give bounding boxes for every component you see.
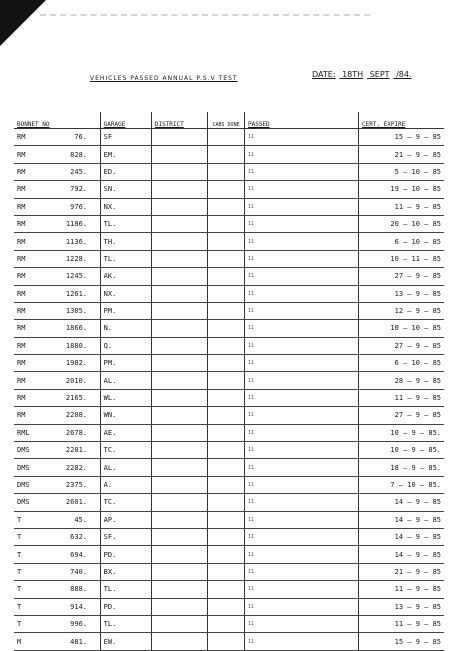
cert-expire-cell: 10 — 11 — 85 xyxy=(358,250,444,267)
table-row xyxy=(14,355,444,372)
table-row xyxy=(14,320,444,337)
district-cell xyxy=(151,389,207,406)
bonnet-cell xyxy=(14,320,100,337)
garage-cell: BX. xyxy=(100,563,151,580)
passed-cell: 11 xyxy=(245,442,359,459)
header-cabs-done: CABS DONE xyxy=(208,112,245,129)
cert-expire-cell: 11 — 9 — 85 xyxy=(358,198,444,215)
cabs-done-cell xyxy=(208,581,245,598)
garage-cell: EW. xyxy=(100,633,151,650)
document-title: VEHICLES PASSED ANNUAL P.S.V TEST xyxy=(90,75,238,82)
table-row xyxy=(14,129,444,146)
cabs-done-cell xyxy=(208,285,245,302)
district-cell xyxy=(151,146,207,163)
bonnet-number: 1228. xyxy=(65,254,87,263)
bonnet-cell xyxy=(14,546,100,563)
bonnet-number: 45. xyxy=(74,515,87,524)
bonnet-number: 1186. xyxy=(65,220,87,229)
passed-cell: 11 xyxy=(245,129,359,146)
district-cell xyxy=(151,337,207,354)
table-row xyxy=(14,615,444,632)
district-cell xyxy=(151,320,207,337)
cert-expire-cell: 5 — 10 — 85 xyxy=(358,163,444,180)
vehicle-type: RM xyxy=(17,150,26,159)
passed-cell: 11 xyxy=(245,494,359,511)
district-cell xyxy=(151,233,207,250)
district-cell xyxy=(151,268,207,285)
bonnet-number: 1880. xyxy=(65,341,87,350)
table-row xyxy=(14,163,444,180)
bonnet-number: 694. xyxy=(70,550,87,559)
vehicle-type: T xyxy=(17,620,22,629)
passed-cell: 11 xyxy=(245,320,359,337)
garage-cell: WN. xyxy=(100,407,151,424)
district-cell xyxy=(151,215,207,232)
bonnet-number: 2208. xyxy=(65,411,87,420)
bonnet-number: 2678. xyxy=(65,428,87,437)
passed-cell: 11 xyxy=(245,302,359,319)
bonnet-cell xyxy=(14,442,100,459)
garage-cell: SF xyxy=(100,129,151,146)
bonnet-cell xyxy=(14,476,100,493)
cert-expire-cell: 10 — 10 — 85 xyxy=(358,320,444,337)
bonnet-number: 828. xyxy=(70,150,87,159)
cert-expire-cell: 15 — 9 — 85 xyxy=(358,633,444,650)
district-cell xyxy=(151,546,207,563)
garage-cell: Q. xyxy=(100,337,151,354)
bonnet-number: 76. xyxy=(74,133,87,142)
table-row xyxy=(14,598,444,615)
cabs-done-cell xyxy=(208,424,245,441)
vehicle-type: T xyxy=(17,602,22,611)
cabs-done-cell xyxy=(208,146,245,163)
bonnet-cell xyxy=(14,233,100,250)
bonnet-cell xyxy=(14,302,100,319)
table-row xyxy=(14,494,444,511)
garage-cell: WL. xyxy=(100,389,151,406)
district-cell xyxy=(151,563,207,580)
garage-cell: TC. xyxy=(100,442,151,459)
cert-expire-cell: 6 — 10 — 85 xyxy=(358,233,444,250)
vehicle-type: DMS xyxy=(17,498,30,507)
bonnet-number: 1866. xyxy=(65,324,87,333)
passed-cell: 11 xyxy=(245,633,359,650)
faded-header-strip xyxy=(40,14,370,26)
cabs-done-cell xyxy=(208,407,245,424)
passed-cell: 11 xyxy=(245,598,359,615)
cert-expire-cell: 13 — 9 — 85 xyxy=(358,598,444,615)
passed-cell: 11 xyxy=(245,181,359,198)
vehicle-type: T xyxy=(17,550,22,559)
cert-expire-cell: 14 — 9 — 85 xyxy=(358,494,444,511)
bonnet-cell xyxy=(14,407,100,424)
table-row xyxy=(14,337,444,354)
bonnet-cell xyxy=(14,198,100,215)
garage-cell: TL. xyxy=(100,250,151,267)
cabs-done-cell xyxy=(208,320,245,337)
district-cell xyxy=(151,163,207,180)
vehicle-type: DMS xyxy=(17,481,30,489)
table-header-row xyxy=(14,112,444,129)
vehicle-type: M xyxy=(17,637,22,646)
table-row xyxy=(14,528,444,545)
table-row xyxy=(14,233,444,250)
cabs-done-cell xyxy=(208,546,245,563)
vehicle-type: RM xyxy=(17,202,26,211)
vehicle-type: RM xyxy=(17,254,26,263)
district-cell xyxy=(151,302,207,319)
passed-cell: 11 xyxy=(245,389,359,406)
bonnet-number: 1982. xyxy=(65,359,87,368)
passed-cell: 11 xyxy=(245,233,359,250)
cert-expire-cell: 14 — 9 — 85 xyxy=(358,546,444,563)
bonnet-cell xyxy=(14,355,100,372)
vehicle-type: RM xyxy=(17,411,26,420)
bonnet-number: 2165. xyxy=(65,394,87,403)
vehicle-test-table xyxy=(14,112,444,651)
table-row xyxy=(14,633,444,650)
cabs-done-cell xyxy=(208,181,245,198)
table-row xyxy=(14,198,444,215)
vehicle-type: RM xyxy=(17,341,26,350)
cabs-done-cell xyxy=(208,476,245,493)
vehicle-type: RM xyxy=(17,220,26,229)
passed-cell: 11 xyxy=(245,511,359,528)
cabs-done-cell xyxy=(208,163,245,180)
table-row xyxy=(14,581,444,598)
bonnet-number: 2281. xyxy=(65,446,87,455)
vehicle-type: T xyxy=(17,515,22,524)
garage-cell: TL. xyxy=(100,215,151,232)
passed-cell: 11 xyxy=(245,546,359,563)
district-cell xyxy=(151,633,207,650)
district-cell xyxy=(151,494,207,511)
cabs-done-cell xyxy=(208,598,245,615)
bonnet-number: 245. xyxy=(70,167,87,176)
cert-expire-cell: 14 — 9 — 85 xyxy=(358,511,444,528)
district-cell xyxy=(151,581,207,598)
cert-expire-cell: 11 — 9 — 85 xyxy=(358,389,444,406)
cabs-done-cell xyxy=(208,389,245,406)
table-row xyxy=(14,389,444,406)
bonnet-cell xyxy=(14,129,100,146)
garage-cell: PM. xyxy=(100,302,151,319)
garage-cell: AL. xyxy=(100,459,151,476)
bonnet-cell xyxy=(14,215,100,232)
garage-cell: PD. xyxy=(100,546,151,563)
bonnet-cell xyxy=(14,337,100,354)
vehicle-type: RM xyxy=(17,289,26,298)
vehicle-type: T xyxy=(17,533,22,542)
table-row xyxy=(14,511,444,528)
cert-expire-cell: 27 — 9 — 85 xyxy=(358,337,444,354)
table-row xyxy=(14,146,444,163)
district-cell xyxy=(151,528,207,545)
bonnet-cell xyxy=(14,494,100,511)
bonnet-cell xyxy=(14,181,100,198)
table-row xyxy=(14,268,444,285)
bonnet-number: 740. xyxy=(70,567,87,576)
district-cell xyxy=(151,476,207,493)
header-district: DISTRICT xyxy=(151,112,207,129)
bonnet-number: 632. xyxy=(70,533,87,542)
vehicle-type: RM xyxy=(17,167,26,176)
garage-cell: NX. xyxy=(100,285,151,302)
vehicle-type: RM xyxy=(17,376,26,385)
vehicle-type: T xyxy=(17,585,22,594)
bonnet-cell xyxy=(14,511,100,528)
passed-cell: 11 xyxy=(245,146,359,163)
bonnet-number: 976. xyxy=(70,202,87,211)
bonnet-cell xyxy=(14,528,100,545)
passed-cell: 11 xyxy=(245,198,359,215)
bonnet-cell xyxy=(14,285,100,302)
district-cell xyxy=(151,459,207,476)
garage-cell: N. xyxy=(100,320,151,337)
vehicle-type: RM xyxy=(17,272,26,281)
cabs-done-cell xyxy=(208,355,245,372)
cert-expire-cell: 6 — 10 — 85 xyxy=(358,355,444,372)
cabs-done-cell xyxy=(208,563,245,580)
cabs-done-cell xyxy=(208,633,245,650)
header-cert-expire: CERT. EXPIRE xyxy=(358,112,444,129)
bonnet-cell xyxy=(14,250,100,267)
cert-expire-cell: 21 — 9 — 85 xyxy=(358,563,444,580)
bonnet-cell xyxy=(14,633,100,650)
table-row xyxy=(14,302,444,319)
district-cell xyxy=(151,129,207,146)
cert-expire-cell: 27 — 9 — 85 xyxy=(358,407,444,424)
cert-expire-cell: 10 — 9 — 85. xyxy=(358,424,444,441)
bonnet-number: 1245. xyxy=(65,272,87,281)
garage-cell: TL. xyxy=(100,581,151,598)
garage-cell: AK. xyxy=(100,268,151,285)
district-cell xyxy=(151,442,207,459)
document-date xyxy=(312,70,416,79)
passed-cell: 11 xyxy=(245,337,359,354)
district-cell xyxy=(151,407,207,424)
cert-expire-cell: 21 — 9 — 85 xyxy=(358,146,444,163)
garage-cell: AP. xyxy=(100,511,151,528)
vehicle-type: DMS xyxy=(17,463,30,472)
garage-cell: A. xyxy=(100,476,151,493)
passed-cell: 11 xyxy=(245,563,359,580)
cert-expire-cell: 12 — 9 — 85 xyxy=(358,302,444,319)
cert-expire-cell: 20 — 10 — 85 xyxy=(358,215,444,232)
table-row xyxy=(14,424,444,441)
garage-cell: TH. xyxy=(100,233,151,250)
date-year: /84. xyxy=(396,70,412,79)
table-row xyxy=(14,372,444,389)
garage-cell: PD. xyxy=(100,598,151,615)
cabs-done-cell xyxy=(208,198,245,215)
passed-cell: 11 xyxy=(245,285,359,302)
cabs-done-cell xyxy=(208,494,245,511)
bonnet-number: 996. xyxy=(70,620,87,629)
table-row xyxy=(14,546,444,563)
passed-cell: 11 xyxy=(245,250,359,267)
passed-cell: 11 xyxy=(245,355,359,372)
table-row xyxy=(14,181,444,198)
passed-cell: 11 xyxy=(245,268,359,285)
cabs-done-cell xyxy=(208,372,245,389)
district-cell xyxy=(151,355,207,372)
vehicle-type: RM xyxy=(17,237,26,246)
cert-expire-cell: 28 — 9 — 85 xyxy=(358,372,444,389)
cert-expire-cell: 11 — 9 — 85 xyxy=(358,581,444,598)
vehicle-type: RM xyxy=(17,394,26,403)
table-row xyxy=(14,407,444,424)
cabs-done-cell xyxy=(208,511,245,528)
district-cell xyxy=(151,372,207,389)
date-day: 18TH xyxy=(342,70,364,79)
vehicle-type: RM xyxy=(17,307,26,316)
passed-cell: 11 xyxy=(245,424,359,441)
passed-cell: 11 xyxy=(245,459,359,476)
bonnet-number: 792. xyxy=(70,185,87,194)
passed-cell: 11 xyxy=(245,615,359,632)
garage-cell: AE. xyxy=(100,424,151,441)
district-cell xyxy=(151,511,207,528)
passed-cell: 11 xyxy=(245,215,359,232)
garage-cell: SN. xyxy=(100,181,151,198)
table-row xyxy=(14,285,444,302)
vehicle-type: T xyxy=(17,567,22,576)
cert-expire-cell: 10 — 9 — 85. xyxy=(358,442,444,459)
vehicle-type: RM xyxy=(17,185,26,194)
cabs-done-cell xyxy=(208,615,245,632)
cabs-done-cell xyxy=(208,250,245,267)
bonnet-number: 1136. xyxy=(65,237,87,246)
vehicle-type: RM xyxy=(17,324,26,333)
passed-cell: 11 xyxy=(245,372,359,389)
cabs-done-cell xyxy=(208,459,245,476)
cabs-done-cell xyxy=(208,233,245,250)
bonnet-cell xyxy=(14,372,100,389)
vehicle-type: RM xyxy=(17,359,26,368)
bonnet-cell xyxy=(14,424,100,441)
bonnet-number: 888. xyxy=(70,585,87,594)
cert-expire-cell: 27 — 9 — 85 xyxy=(358,268,444,285)
cabs-done-cell xyxy=(208,528,245,545)
bonnet-number: 2282. xyxy=(65,463,87,472)
date-month: SEPT xyxy=(369,70,390,79)
bonnet-cell xyxy=(14,615,100,632)
cabs-done-cell xyxy=(208,268,245,285)
bonnet-cell xyxy=(14,581,100,598)
bonnet-number: 914. xyxy=(70,602,87,611)
garage-cell: EM. xyxy=(100,146,151,163)
district-cell xyxy=(151,250,207,267)
cert-expire-cell: 11 — 9 — 85 xyxy=(358,615,444,632)
table-row xyxy=(14,459,444,476)
passed-cell: 11 xyxy=(245,528,359,545)
header-bonnet-no: BONNET NO xyxy=(14,112,100,129)
bonnet-cell xyxy=(14,563,100,580)
district-cell xyxy=(151,598,207,615)
garage-cell: TL. xyxy=(100,615,151,632)
garage-cell: NX. xyxy=(100,198,151,215)
table-row xyxy=(14,476,444,493)
passed-cell: 11 xyxy=(245,476,359,493)
district-cell xyxy=(151,615,207,632)
header-garage: GARAGE xyxy=(100,112,151,129)
cert-expire-cell: 15 — 9 — 85 xyxy=(358,129,444,146)
cert-expire-cell: 19 — 10 — 85 xyxy=(358,181,444,198)
garage-cell: SF. xyxy=(100,528,151,545)
header-passed: PASSED xyxy=(245,112,359,129)
bonnet-cell xyxy=(14,459,100,476)
cabs-done-cell xyxy=(208,442,245,459)
bonnet-number: 481. xyxy=(70,637,87,646)
passed-cell: 11 xyxy=(245,407,359,424)
table-row xyxy=(14,250,444,267)
cert-expire-cell: 13 — 9 — 85 xyxy=(358,285,444,302)
district-cell xyxy=(151,198,207,215)
bonnet-number: 2375. xyxy=(65,481,87,489)
cert-expire-cell: 14 — 9 — 85 xyxy=(358,528,444,545)
garage-cell: AL. xyxy=(100,372,151,389)
cabs-done-cell xyxy=(208,302,245,319)
cabs-done-cell xyxy=(208,215,245,232)
cabs-done-cell xyxy=(208,129,245,146)
cert-expire-cell: 18 — 9 — 85. xyxy=(358,459,444,476)
garage-cell: PM. xyxy=(100,355,151,372)
vehicle-type: RML xyxy=(17,428,30,437)
bonnet-number: 1305. xyxy=(65,307,87,316)
table-row xyxy=(14,442,444,459)
district-cell xyxy=(151,285,207,302)
passed-cell: 11 xyxy=(245,163,359,180)
garage-cell: ED. xyxy=(100,163,151,180)
bonnet-number: 2010. xyxy=(65,376,87,385)
bonnet-cell xyxy=(14,389,100,406)
cert-expire-cell: 7 — 10 — 85. xyxy=(358,476,444,493)
bonnet-number: 2601. xyxy=(65,498,87,507)
bonnet-cell xyxy=(14,146,100,163)
bonnet-cell xyxy=(14,598,100,615)
date-label: DATE: xyxy=(312,70,336,79)
district-cell xyxy=(151,181,207,198)
table-row xyxy=(14,563,444,580)
bonnet-cell xyxy=(14,268,100,285)
cabs-done-cell xyxy=(208,337,245,354)
bonnet-cell xyxy=(14,163,100,180)
passed-cell: 11 xyxy=(245,581,359,598)
table-row xyxy=(14,215,444,232)
garage-cell: TC. xyxy=(100,494,151,511)
bonnet-number: 1261. xyxy=(65,289,87,298)
vehicle-type: DMS xyxy=(17,446,30,455)
vehicle-type: RM xyxy=(17,133,26,142)
district-cell xyxy=(151,424,207,441)
